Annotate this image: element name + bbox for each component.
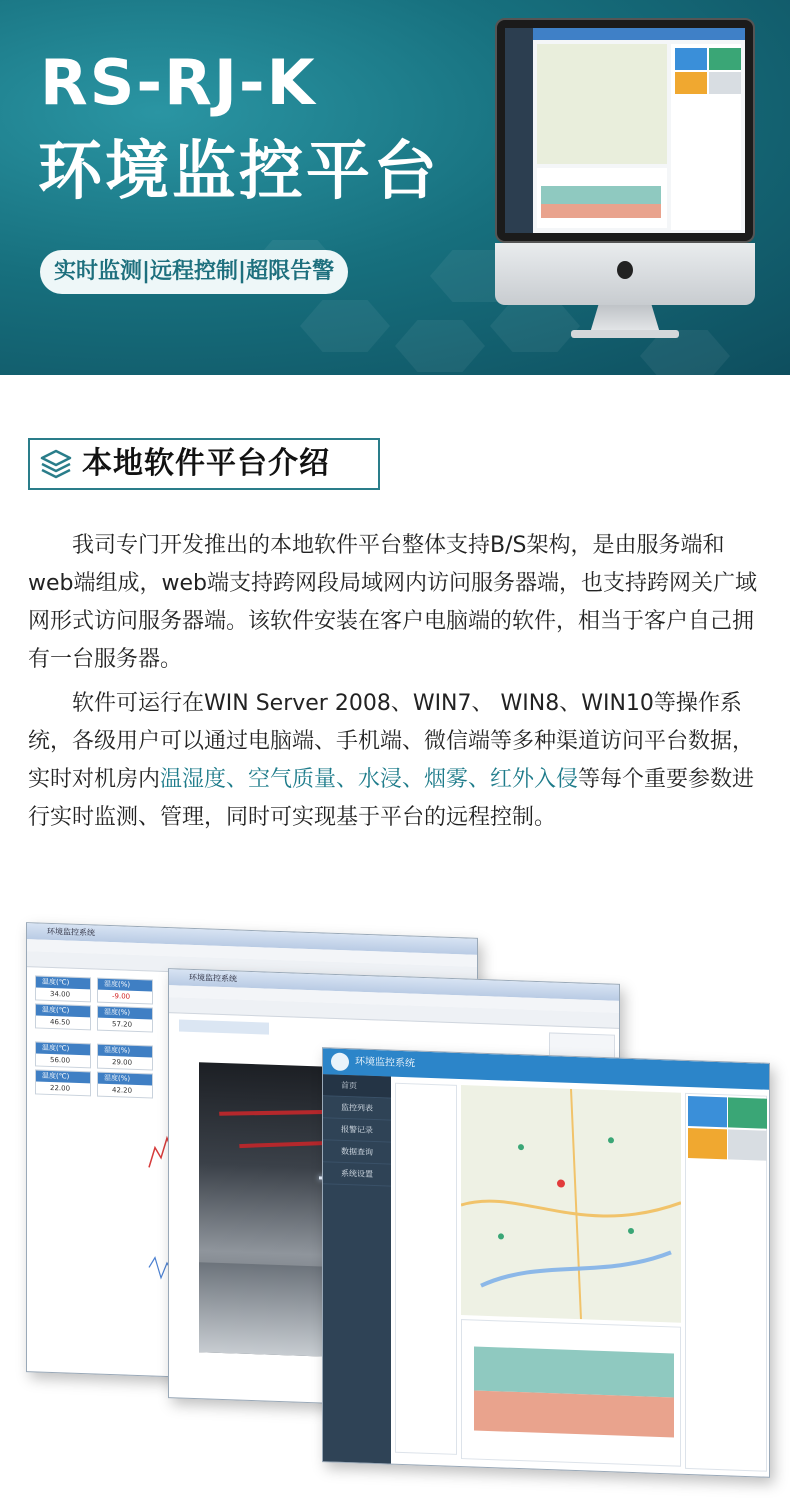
status-panel — [685, 1093, 767, 1472]
card-value: -9.00 — [112, 992, 131, 1001]
data-card — [35, 1041, 91, 1068]
card-value: 29.00 — [112, 1058, 133, 1067]
card-value: 57.20 — [112, 1020, 133, 1029]
monitor-screen — [505, 28, 745, 233]
dashboard-nav — [323, 1074, 391, 1465]
data-card — [35, 1003, 91, 1030]
card-value: 56.00 — [50, 1055, 71, 1065]
screen-tile — [709, 72, 741, 94]
nav-item-query[interactable]: 数据查询 — [323, 1140, 391, 1164]
data-card — [35, 1069, 91, 1096]
card-label: 湿度(%) — [98, 1007, 152, 1020]
platform-logo-icon — [331, 1052, 349, 1071]
nav-item-monitor[interactable]: 监控列表 — [323, 1096, 391, 1120]
hex-decoration — [300, 300, 390, 352]
card-label: 温度(℃) — [36, 1070, 90, 1083]
card-label: 湿度(%) — [98, 1073, 152, 1086]
chart-band-temperature — [474, 1390, 674, 1437]
monitor-base — [571, 330, 679, 338]
product-model-title: RS-RJ-K — [40, 46, 317, 119]
screen-map — [537, 44, 667, 164]
status-tile[interactable] — [688, 1128, 727, 1159]
card-label: 湿度(%) — [98, 979, 152, 992]
card-value: 22.00 — [50, 1083, 71, 1093]
screen-chart-band — [541, 204, 661, 218]
imac-mockup — [495, 18, 755, 338]
data-card — [97, 978, 153, 1005]
card-value: 34.00 — [50, 989, 71, 999]
data-card — [35, 975, 91, 1002]
dashboard-header: 环境监控系统 — [323, 1048, 769, 1090]
window-titlebar: 环境监控系统 — [169, 969, 619, 1001]
nav-item-alarms[interactable]: 报警记录 — [323, 1118, 391, 1142]
screen-topbar — [533, 28, 745, 40]
nav-item-home[interactable]: 首页 — [323, 1074, 391, 1098]
history-chart — [461, 1319, 681, 1467]
device-tree — [395, 1083, 457, 1455]
intro-paragraph-2 — [28, 685, 768, 837]
data-card — [97, 1044, 153, 1071]
status-tile[interactable] — [728, 1097, 767, 1128]
screen-tile — [675, 48, 707, 70]
screen-tile — [675, 72, 707, 94]
section-title: 本地软件平台介绍 — [82, 446, 330, 481]
card-value: 46.50 — [50, 1017, 71, 1027]
view-tabs — [179, 1019, 269, 1034]
status-tile[interactable] — [688, 1096, 727, 1127]
section-header-inner — [30, 440, 378, 488]
screen-sidebar — [505, 28, 533, 233]
intro-paragraph-1 — [28, 527, 768, 679]
apple-logo-icon — [617, 261, 633, 279]
intro-text-1: 我司专门开发推出的本地软件平台整体支持B/S架构，是由服务端和web端组成，web端支持跨网段局域网内访问服务器端，也支持跨网关广域网形式访问服务器端。该软件安装在客户电脑端的软件，相当于客户自己拥有一台服务器。 — [28, 533, 757, 672]
feature-tags: 实时监测|远程控制|超限告警 — [40, 250, 348, 294]
card-label: 温度(℃) — [36, 1004, 90, 1017]
hero-banner — [0, 0, 790, 375]
monitor-stand — [590, 305, 660, 333]
nav-item-settings[interactable]: 系统设置 — [323, 1162, 391, 1186]
screen-tile — [709, 48, 741, 70]
chart-band-humidity — [474, 1346, 674, 1397]
data-card — [97, 1072, 153, 1099]
screenshot-window-dashboard — [322, 1047, 770, 1478]
hex-decoration — [395, 320, 485, 372]
intro-text-2a: 软件可运行在WIN Server 2008、WIN7、 WIN8、WIN10等操作系统，各级用户可以通过电脑端、手机端、微信端等多种渠道访问平台数据，实时对机房内 — [28, 691, 755, 792]
status-tile[interactable] — [728, 1129, 767, 1160]
card-label: 温度(℃) — [36, 1042, 90, 1055]
device-map — [461, 1085, 681, 1323]
layers-icon — [40, 449, 72, 479]
card-label: 湿度(%) — [98, 1045, 152, 1058]
window-titlebar: 环境监控系统 — [27, 923, 477, 955]
product-name-title: 环境监控平台 — [38, 135, 440, 209]
section-header — [28, 438, 380, 490]
intro-text-2b: 等每个重要参数进行实时监测、管理，同时可实现基于平台的远程控制。 — [28, 767, 755, 830]
monitored-parameters: 温湿度、空气质量、水浸、烟雾、红外入侵 — [160, 767, 579, 792]
screen-chart-band — [541, 186, 661, 204]
map-roads — [461, 1085, 681, 1323]
data-card — [97, 1006, 153, 1033]
card-label: 温度(℃) — [36, 976, 90, 989]
card-value: 42.20 — [112, 1086, 133, 1095]
